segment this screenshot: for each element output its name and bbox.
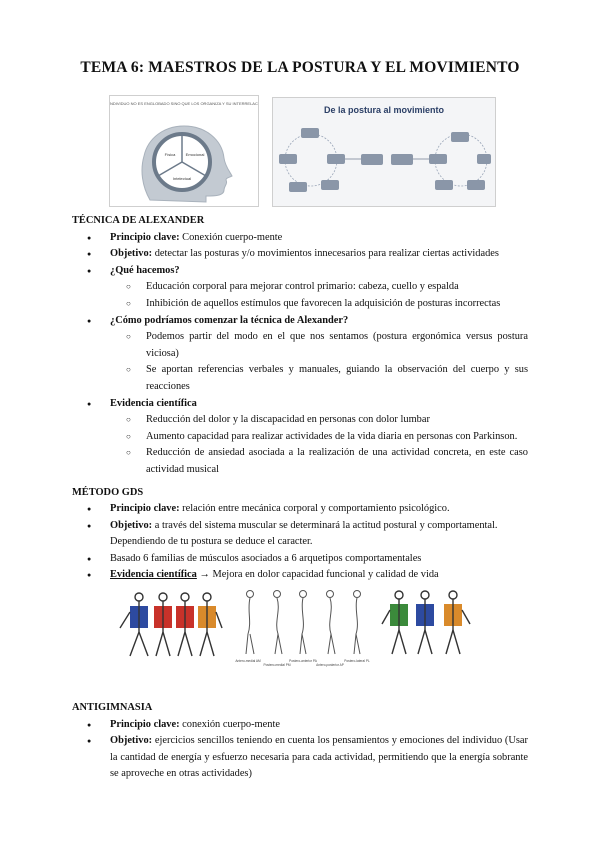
sub-list-item: ○ Inhibición de aquellos estímulos que favorecen la adquisición de posturas incorrectas <box>72 296 528 313</box>
head-part-fisica: Física <box>164 152 176 157</box>
head-part-intelectual: Intelectual <box>172 176 192 181</box>
item-text: relación entre mecánica corporal y comportamiento psicológico. <box>179 503 450 515</box>
sub-list-item: ○ Reducción del dolor y la discapacidad en personas con dolor lumbar <box>72 412 528 429</box>
alexander-list <box>72 230 528 479</box>
muscle-chain-figures-right <box>382 591 470 654</box>
section-heading-gds: MÉTODO GDS <box>72 486 144 498</box>
gds-list <box>72 501 528 584</box>
sub-list-item: ○ Podemos partir del modo en el que nos sentamos (postura ergonómica versus postura viciosa) <box>72 329 528 362</box>
head-diagram-figure <box>109 95 259 207</box>
list-item <box>72 518 528 551</box>
page-title: TEMA 6: MAESTROS DE LA POSTURA Y EL MOVIMIENTO <box>80 59 520 76</box>
sub-list-item: ○ Educación corporal para mejorar control primario: cabeza, cuello y espalda <box>72 279 528 296</box>
sublist-como <box>110 329 528 395</box>
sub-list-item: ○ Reducción de ansiedad asociada a la realización de una actividad concreta, en este caso actividad musical <box>72 445 528 478</box>
gds-label: Antero-medial AM <box>235 659 261 664</box>
head-diagram-svg <box>110 96 258 206</box>
posture-movement-svg <box>273 98 495 206</box>
sublist-que-hacemos <box>110 279 528 312</box>
item-label: Objetivo: <box>110 519 153 531</box>
section-heading-antigimnasia: ANTIGIMNASIA <box>72 702 153 714</box>
item-label: Objetivo: <box>110 735 153 747</box>
list-item <box>72 230 528 247</box>
item-label: Principio clave: <box>110 503 180 515</box>
antigimnasia-list <box>72 717 528 783</box>
item-text: Basado 6 familias de músculos asociados a 6 arquetipos comportamentales <box>110 552 422 564</box>
head-part-emocional: Emocional <box>185 152 205 157</box>
diagram-title: De la postura al movimiento <box>323 105 445 115</box>
list-item <box>72 263 528 313</box>
item-text: conexión cuerpo-mente <box>179 718 280 730</box>
item-text: ejercicios sencillos teniendo en cuenta los pensamientos y emociones del individuo (Usar la cantidad de energía y esfuerzo necesaria para cada actividad, permitiendo que la energía sobrante se aproveche en otras actividades) <box>110 735 528 780</box>
list-item <box>72 733 528 783</box>
item-text: Conexión cuerpo-mente <box>179 231 283 243</box>
item-label: Principio clave: <box>110 718 180 730</box>
posture-movement-diagram <box>272 97 496 207</box>
sub-list-item: ○ Aumento capacidad para realizar actividades de la vida diaria en personas con Parkinson. <box>72 429 528 446</box>
list-item <box>72 551 528 568</box>
item-label: ¿Qué hacemos? <box>110 264 180 276</box>
item-text: → Mejora en dolor capacidad funcional y calidad de vida <box>196 569 439 581</box>
posture-archetype-figures <box>246 591 361 655</box>
list-item <box>72 246 528 263</box>
section-heading-alexander: TÉCNICA DE ALEXANDER <box>72 215 205 226</box>
gds-label: Antero-posterior AP <box>316 663 344 668</box>
item-label: Objetivo: <box>110 248 153 260</box>
diagram-boxes <box>279 128 491 192</box>
sub-list-item: ○ Se aportan referencias verbales y manuales, guiando la observación del cuerpo y sus reacciones <box>72 362 528 395</box>
item-label: Evidencia científica <box>110 397 197 409</box>
gds-label: Postero-lateral PL <box>344 659 370 664</box>
gds-label: Postero-anterior PA <box>289 659 317 664</box>
item-label: Evidencia científica <box>110 569 197 581</box>
list-item <box>72 501 528 518</box>
list-item <box>72 396 528 479</box>
gds-illustration <box>72 588 528 670</box>
gds-label: Postero-medial PM <box>263 663 291 668</box>
gds-figures-svg <box>72 588 528 670</box>
item-text: a través del sistema muscular se determinará la actitud postural y comportamental. Dependiendo de tu postura se deduce el caracter. <box>110 519 498 548</box>
sublist-evidencia <box>110 412 528 478</box>
document-body <box>72 213 528 783</box>
list-item <box>72 567 528 584</box>
item-label: Principio clave: <box>110 231 180 243</box>
list-item <box>72 717 528 734</box>
head-caption: EL INDIVIDUO NO ES ENGLOBADO SINO QUE LOS ORGANIZA Y SU INTERRELACIÓN <box>110 101 258 106</box>
item-text: detectar las posturas y/o movimientos innecesarios para realizar ciertas actividades <box>152 248 499 260</box>
muscle-chain-figures-left <box>120 593 222 656</box>
list-item <box>72 313 528 396</box>
item-label: ¿Cómo podríamos comenzar la técnica de Alexander? <box>110 314 349 326</box>
